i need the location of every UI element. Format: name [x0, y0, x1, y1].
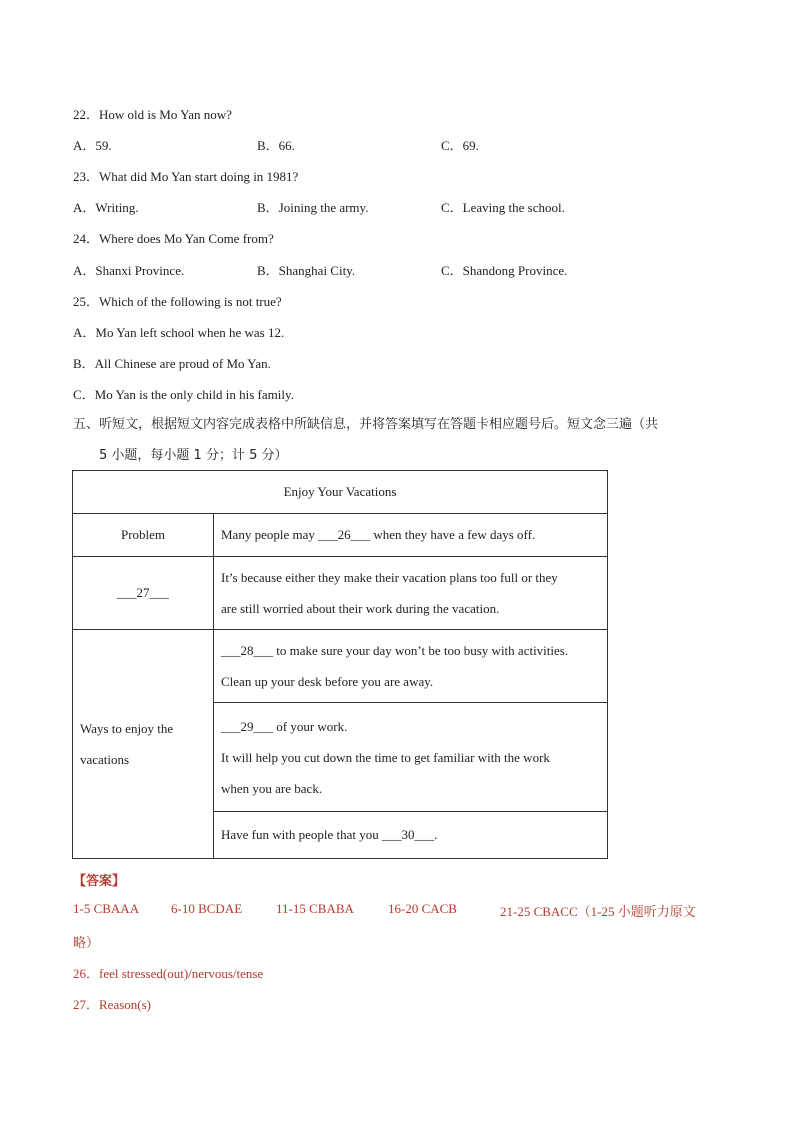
option-22-b: B．66.	[257, 138, 295, 153]
answer-group-5: 21-25 CBACC（1-25 小题听力原文	[500, 904, 696, 919]
section-instructions-line1: 五、听短文，根据短文内容完成表格中所缺信息，并将答案填写在答题卡相应题号后。短文念三遍（共	[73, 417, 659, 432]
table-row	[73, 630, 608, 703]
way-30-cell	[214, 812, 608, 859]
answer-group-4: 16-20 CACB	[388, 901, 457, 916]
answer-continuation: 略）	[73, 935, 100, 950]
way-29-text: of your work.	[273, 718, 348, 734]
option-25-b: B．All Chinese are proud of Mo Yan.	[73, 356, 271, 371]
reason-line-1: It’s because either they make their vacation plans too full or they	[221, 570, 558, 585]
row-label-problem: Problem	[73, 514, 214, 557]
problem-text: Many people may	[221, 527, 319, 542]
option-24-a: A．Shanxi Province.	[73, 263, 185, 278]
option-24-b: B．Shanghai City.	[257, 263, 356, 278]
row-label-ways	[73, 630, 214, 859]
answer-26: 26．feel stressed(out)/nervous/tense	[73, 966, 264, 981]
question-22: 22．How old is Mo Yan now?	[73, 107, 232, 122]
blank-27: ___27___	[73, 557, 214, 630]
answer-27: 27．Reason(s)	[73, 997, 151, 1012]
blank-26: ___26___	[318, 527, 371, 542]
question-23: 23．What did Mo Yan start doing in 1981?	[73, 169, 299, 184]
section-instructions-line2: 5 小题，每小题 1 分；计 5 分）	[99, 448, 288, 463]
way-28-text: to make sure your day won’t be too busy with activities.	[273, 643, 569, 658]
table-row	[73, 514, 608, 557]
option-25-c: C．Mo Yan is the only child in his family.	[73, 387, 294, 402]
problem-cell	[214, 514, 608, 557]
reason-line-2: are still worried about their work during the vacation.	[221, 601, 500, 616]
way-28-cell	[214, 630, 608, 703]
blank-29: ___29___	[221, 718, 273, 734]
way-29-line-2: It will help you cut down the time to get familiar with the work	[221, 749, 550, 765]
way-28-line-2: Clean up your desk before you are away.	[221, 674, 434, 689]
option-23-b: B．Joining the army.	[257, 200, 369, 215]
vacation-table	[72, 470, 608, 859]
way-30-text: Have fun with people that you	[221, 827, 383, 842]
way-30-end: .	[434, 827, 438, 842]
answer-group-2: 6-10 BCDAE	[171, 901, 243, 916]
answer-group-1: 1-5 CBAAA	[73, 901, 140, 916]
answer-header: 【答案】	[73, 874, 126, 889]
ways-label-line-1: Ways to enjoy the	[80, 721, 174, 736]
table-title: Enjoy Your Vacations	[73, 471, 608, 514]
table-row	[73, 557, 608, 630]
reason-cell	[214, 557, 608, 630]
option-23-c: C．Leaving the school.	[441, 200, 565, 215]
option-23-a: A．Writing.	[73, 200, 139, 215]
table-row	[73, 471, 608, 514]
option-24-c: C．Shandong Province.	[441, 263, 568, 278]
blank-28: ___28___	[221, 643, 273, 658]
blank-30: ___30___	[382, 827, 435, 842]
option-25-a: A．Mo Yan left school when he was 12.	[73, 325, 285, 340]
option-22-c: C．69.	[441, 138, 479, 153]
question-25: 25．Which of the following is not true?	[73, 294, 282, 309]
ways-label-line-2: vacations	[80, 752, 130, 767]
way-29-line-3: when you are back.	[221, 780, 323, 796]
way-29-cell	[214, 703, 608, 812]
question-24: 24．Where does Mo Yan Come from?	[73, 231, 274, 246]
section-instructions	[73, 409, 723, 471]
option-22-a: A．59.	[73, 138, 112, 153]
problem-text-end: when they have a few days off.	[370, 527, 536, 542]
answer-group-3: 11-15 CBABA	[276, 901, 354, 916]
